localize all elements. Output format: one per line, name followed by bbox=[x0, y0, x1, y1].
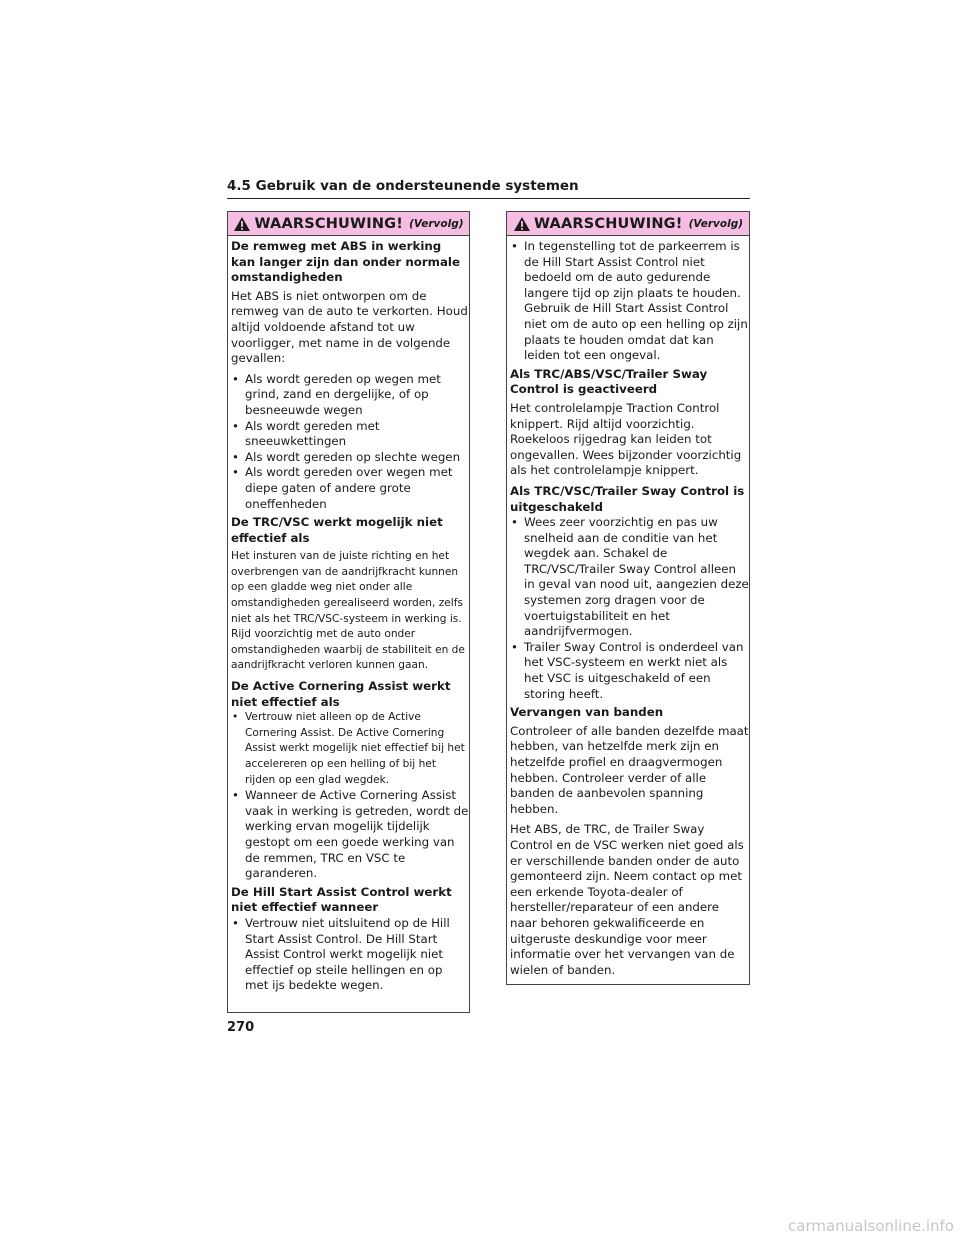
warning-label: WAARSCHUWING! bbox=[533, 215, 683, 232]
list-item: • Als wordt gereden op wegen met grind, zand en dergelijke, of op besneeuwde wegen bbox=[231, 372, 469, 419]
heading-active-cornering: De Active Cornering Assist werkt niet effectief als bbox=[231, 679, 451, 709]
heading-tyre-replacement: Vervangen van banden bbox=[510, 705, 664, 720]
list-item: • Als wordt gereden met sneeuwkettingen bbox=[231, 419, 469, 450]
list-abs-conditions bbox=[231, 372, 469, 512]
warning-box-right bbox=[506, 211, 750, 985]
list-item: • Als wordt gereden over wegen met diepe gaten of andere grote oneffenheden bbox=[231, 465, 469, 512]
warning-box-left bbox=[227, 211, 470, 1013]
heading-abs: De remweg met ABS in werking kan langer zijn dan onder normale omstandigheden bbox=[231, 239, 460, 285]
watermark: carmanualsonline.info bbox=[788, 1217, 954, 1235]
list-item: • Vertrouw niet uitsluitend op de Hill Start Assist Control. De Hill Start Assist Control werkt mogelijk niet effectief op steile hellingen en op met ijs bedekte wegen. bbox=[231, 916, 469, 994]
page-number: 270 bbox=[227, 1020, 255, 1035]
list-deactivated bbox=[510, 515, 749, 702]
warning-header bbox=[228, 212, 469, 236]
heading-trc-vsc: De TRC/VSC werkt mogelijk niet effectief als bbox=[231, 515, 443, 545]
section-title: 4.5 Gebruik van de ondersteunende systemen bbox=[227, 178, 750, 199]
heading-hill-start: De Hill Start Assist Control werkt niet effectief wanneer bbox=[231, 884, 452, 915]
list-item: • Vertrouw niet alleen op de Active Cornering Assist. De Active Cornering Assist werkt mogelijk niet effectief bij het accelereren op een helling of bij het rijden op een glad wegdek. bbox=[231, 710, 469, 788]
list-item: • Als wordt gereden op slechte wegen bbox=[231, 450, 469, 466]
warning-continued: (Vervolg) bbox=[688, 217, 744, 230]
list-item: • Wanneer de Active Cornering Assist vaak in werking is getreden, wordt de werking ervan mogelijk tijdelijk gestopt om een goede werking van de remmen, TRC en VSC te garanderen. bbox=[231, 788, 469, 882]
warning-triangle-icon bbox=[233, 216, 251, 232]
paragraph-tyres-1: Controleer of alle banden dezelfde maat hebben, van hetzelfde merk zijn en hetzelfde profiel en draagvermogen hebben. Controleer verder of alle banden de aanbevolen spanning hebben. bbox=[510, 723, 749, 816]
warning-label: WAARSCHUWING! bbox=[254, 215, 404, 232]
list-hill-start-continued bbox=[510, 239, 749, 364]
paragraph-abs: Het ABS is niet ontworpen om de remweg van de auto te verkorten. Houd altijd voldoende afstand tot uw voorligger, met name in de volgende gevallen: bbox=[231, 288, 468, 366]
list-active-cornering bbox=[231, 710, 469, 882]
list-item: • In tegenstelling tot de parkeerrem is de Hill Start Assist Control niet bedoeld om de auto gedurende langere tijd op zijn plaats te houden. Gebruik de Hill Start Assist Control niet om de auto op een helling op zijn plaats te houden omdat dat kan leiden tot een ongeval. bbox=[510, 239, 749, 364]
paragraph-tyres-2: Het ABS, de TRC, de Trailer Sway Control en de VSC werken niet goed als er verschillende banden onder de auto gemonteerd zijn. Neem contact op met een erkende Toyota-dealer of hersteller/reparateur of een andere naar behoren gekwalificeerde en uitgeruste deskundige voor meer informatie over het vervangen van de wielen of banden. bbox=[510, 822, 744, 977]
warning-body bbox=[228, 236, 469, 994]
heading-activated: Als TRC/ABS/VSC/Trailer Sway Control is geactiveerd bbox=[510, 366, 708, 397]
warning-continued: (Vervolg) bbox=[409, 217, 464, 230]
list-hill-start bbox=[231, 916, 469, 994]
paragraph-trc-vsc: Het insturen van de juiste richting en het overbrengen van de aandrijfkracht kunnen op een gladde weg niet onder alle omstandigheden gerealiseerd worden, zelfs niet als het TRC/VSC-systeem in werking is. Rijd voorzichtig met de auto onder omstandigheden waarbij de stabiliteit en de aandrijfkracht verloren kunnen gaan. bbox=[231, 550, 465, 672]
paragraph-activated: Het controlelampje Traction Control knippert. Rijd altijd voorzichtig. Roekeloos rijgedrag kan leiden tot ongevallen. Wees bijzonder voorzichtig als het controlelampje knippert. bbox=[510, 400, 742, 478]
warning-body bbox=[507, 236, 749, 978]
list-item: • Wees zeer voorzichtig en pas uw snelheid aan de conditie van het wegdek aan. Schakel de TRC/VSC/Trailer Sway Control alleen in geval van nood uit, aangezien deze systemen zorg dragen voor de voertuigstabiliteit en het aandrijfvermogen. bbox=[510, 515, 749, 640]
list-item: • Trailer Sway Control is onderdeel van het VSC-systeem en werkt niet als het VSC is uitgeschakeld of een storing heeft. bbox=[510, 640, 749, 702]
warning-triangle-icon bbox=[513, 216, 531, 232]
heading-deactivated: Als TRC/VSC/Trailer Sway Control is uitgeschakeld bbox=[510, 483, 745, 514]
warning-header bbox=[507, 212, 749, 236]
